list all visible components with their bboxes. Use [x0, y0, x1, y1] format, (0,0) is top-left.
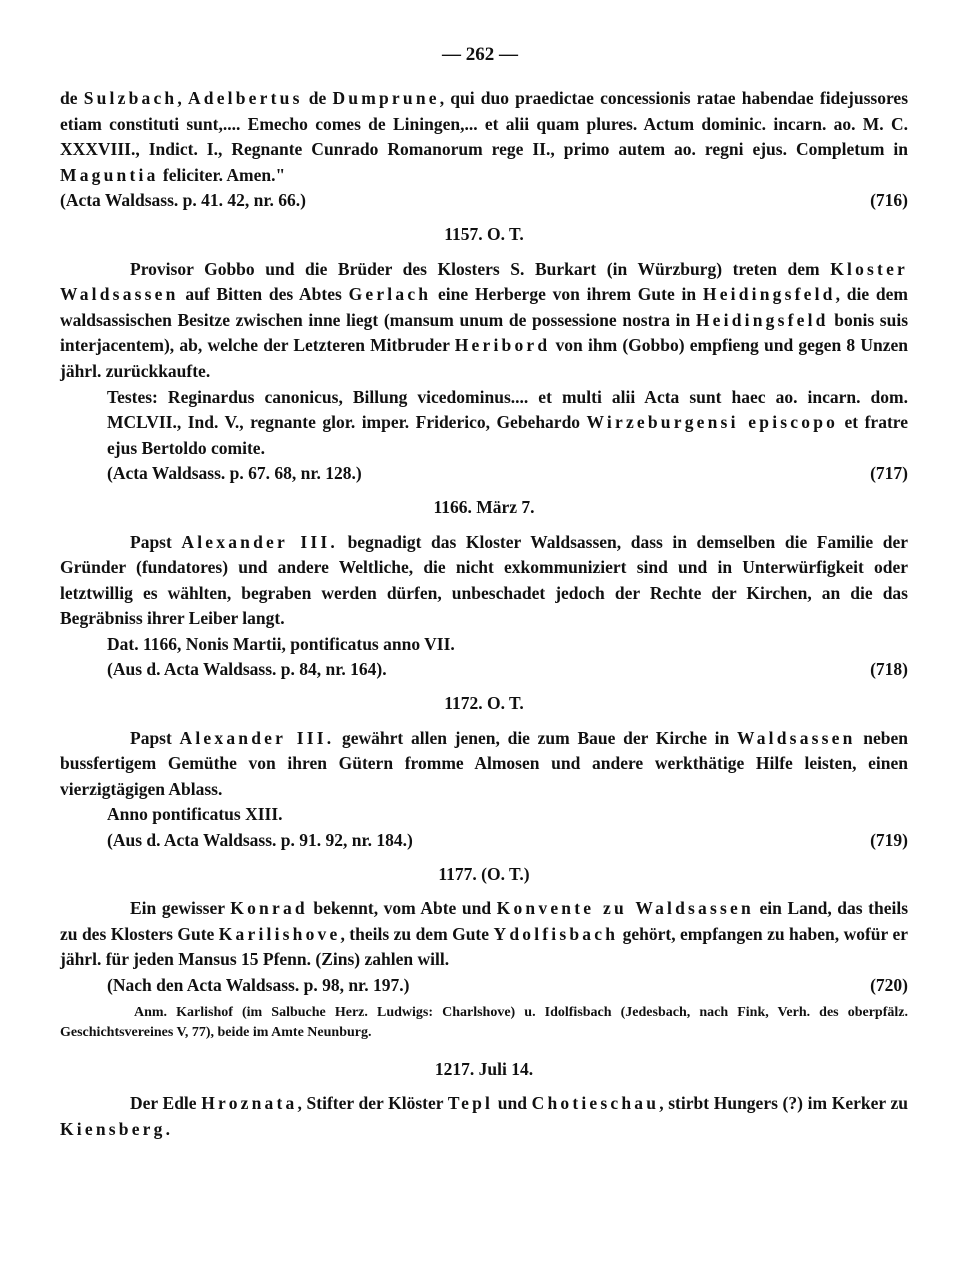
entry-718-dat: Dat. 1166, Nonis Martii, pontificatus anno VII. — [107, 633, 455, 654]
entry-720-source: (Nach den Acta Waldsass. p. 98, nr. 197.) — [107, 975, 410, 995]
entry-720 — [60, 862, 908, 1043]
entry-716-source: (Acta Waldsass. p. 41. 42, nr. 66.) — [60, 190, 307, 211]
document-body — [60, 86, 908, 1142]
entry-718-source: (Aus d. Acta Waldsass. p. 84, nr. 164). — [107, 659, 387, 680]
entry-717-witnesses: Testes: Reginardus canonicus, Billung vicedominus.... et multi alii Acta sunt haec ao. incarn. dom. MCLVII., Ind. V., regnante glor. imper. Friderico, Gebehardo Wirzeburgensi episcopo et fratre ejus Bertoldo comite. — [107, 386, 908, 458]
entry-719 — [60, 691, 908, 854]
entry-719-date: 1172. O. T. — [444, 693, 524, 714]
entry-717 — [60, 222, 908, 487]
entry-717-number: (717) — [870, 463, 908, 484]
entry-720-note: Anm. Karlishof (im Salbuche Herz. Ludwigs: Charlshove) u. Idolfisbach (Jedesbach, nach Fink, Verh. des oberpfälz. Geschichtsvereines V, 77), beide im Amte Neunburg. — [60, 1004, 908, 1040]
entry-718-date: 1166. März 7. — [433, 496, 535, 517]
entry-717-date: 1157. O. T. — [444, 223, 524, 244]
entry-717-text: Provisor Gobbo und die Brüder des Klosters S. Burkart (in Würzburg) treten dem Kloster Waldsassen auf Bitten des Abtes Gerlach eine Herberge von ihrem Gute in Heidingsfeld, die dem waldsassischen Besitze zwischen inne liegt (mansum unum de possessione nostra in Heidingsfeld bonis suis interjacentem), ab, welche der Letzteren Mitbruder Heribord von ihm (Gobbo) empfieng und gegen 8 Unzen jährl. zurückkaufte. — [60, 258, 909, 381]
entry-718-text: Papst Alexander III. begnadigt das Kloster Waldsassen, dass in demselben die Familie der Gründer (fundatores) und andere Weltliche, die nicht exkommuniziert sind und in Unterwürfigkeit oder letztwillig es wählten, begraben werden dürfen, unbeschadet jedoch der Rechte der Kirchen, an die das Begräbniss ihrer Leiber langt. — [60, 531, 908, 629]
entry-716-number: (716) — [870, 190, 908, 211]
entry-719-citation — [60, 828, 908, 854]
entry-717-citation — [60, 461, 908, 487]
entry-719-text: Papst Alexander III. gewährt allen jenen, die zum Baue der Kirche in Waldsassen neben bussfertigem Gemüthe von ihren Gütern fromme Almosen und andere werkthätige Hilfe leisten, einen vierzigtägigen Ablass. — [60, 727, 909, 799]
entry-716 — [60, 86, 908, 214]
entry-718-citation — [60, 657, 908, 683]
entry-720-citation — [60, 973, 908, 999]
page-number: — 262 — — [442, 44, 518, 65]
entry-718-number: (718) — [870, 659, 908, 680]
entry-719-anno: Anno pontificatus XIII. — [107, 804, 283, 825]
entry-720-date: 1177. (O. T.) — [438, 863, 530, 884]
entry-716-citation — [60, 188, 908, 214]
entry-716-text: de Sulzbach, Adelbertus de Dumprune, qui duo praedictae concessionis ratae habendae fidejussores etiam constituti sunt,.... Emecho comes de Liningen,... et alii quam plures. Actum dominic. incarn. ao. M. C. XXXVIII., Indict. I., Regnante Cunrado Romanorum rege II., primo autem ao. regni ejus. Completum in Maguntia feliciter. Amen." — [60, 88, 909, 185]
entry-721-date: 1217. Juli 14. — [434, 1058, 534, 1079]
entry-719-number: (719) — [870, 830, 908, 851]
entry-718 — [60, 495, 908, 683]
entry-721-text: Der Edle Hroznata, Stifter der Klöster Tepl und Chotieschau, stirbt Hungers (?) im Kerker zu Kiensberg. — [60, 1093, 908, 1139]
entry-717-source: (Acta Waldsass. p. 67. 68, nr. 128.) — [107, 463, 362, 484]
entry-719-source: (Aus d. Acta Waldsass. p. 91. 92, nr. 184.) — [107, 830, 413, 851]
entry-720-text: Ein gewisser Konrad bekennt, vom Abte und Konvente zu Waldsassen ein Land, das theils zu des Klosters Gute Karilishove, theils zu dem Gute Ydolfisbach gehört, empfangen zu haben, wofür er jährl. für jeden Mansus 15 Pfenn. (Zins) zahlen will. — [60, 898, 909, 970]
entry-720-number: (720) — [870, 975, 908, 995]
entry-721 — [60, 1057, 908, 1143]
